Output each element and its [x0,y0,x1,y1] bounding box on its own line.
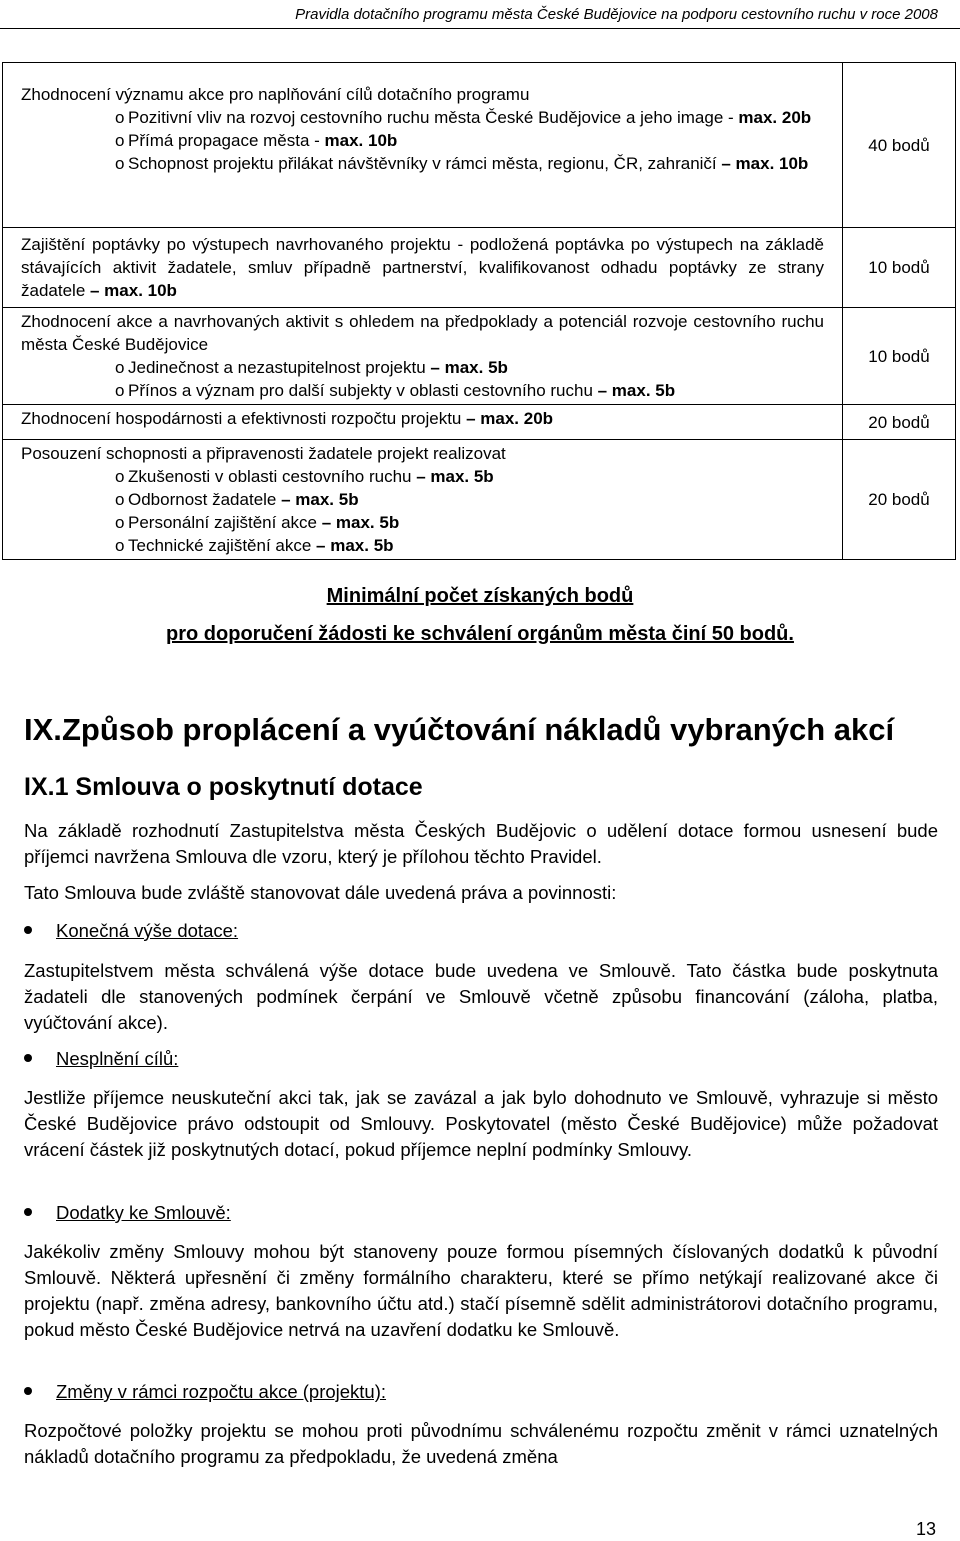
item-text: Schopnost projektu přilákat návštěvníky v rámci města, regionu, ČR, zahraničí [128,154,722,173]
criteria-item [21,511,824,534]
criteria-points: 10 bodů [843,228,956,308]
running-header: Pravidla dotačního programu města České Budějovice na podporu cestovního ruchu v roce 2008 [295,6,938,23]
criteria-row [3,308,956,405]
bullet-dot-icon [24,1208,32,1216]
criteria-row [3,440,956,560]
bullet-marker: o [115,154,125,173]
criteria-item [21,488,824,511]
criteria-row [3,405,956,440]
criteria-item [21,129,824,152]
header-rule [0,28,960,29]
paragraph: Jestliže příjemce neuskuteční akci tak, jak se zavázal a jak bylo dohodnuto ve Smlouvě, vyhrazuje si město České Budějovice právo odstoupit od Smlouvy. Poskytovatel (město České Budějovice) může požadovat vrácení částek již poskytnutých dotací, pokud příjemce neplní podmínky Smlouvy. [24,1087,938,1160]
section-number: IX. [24,712,62,747]
bullet-dot-icon [24,1054,32,1062]
bullet-marker: o [115,536,125,555]
criteria-points: 20 bodů [843,440,956,560]
criteria-title: Zhodnocení významu akce pro naplňování cílů dotačního programu [21,85,530,104]
criteria-row [3,63,956,228]
bullet-label: Konečná výše dotace: [56,920,239,941]
section-title: Způsob proplácení a vyúčtování nákladů vybraných akcí [62,712,895,747]
bullet-marker: o [115,467,125,486]
bullet-item [24,1048,178,1070]
criteria-item [21,534,824,557]
criteria-cell [3,63,843,228]
bullet-dot-icon [24,926,32,934]
item-max: – max. 5b [281,490,359,509]
summary-text: Minimální počet získaných bodů [326,585,634,607]
bullet-marker: o [115,108,125,127]
item-max: – max. 5b [321,513,400,532]
item-text: Pozitivní vliv na rozvoj cestovního ruchu města České Budějovice a jeho image - [128,108,739,127]
bullet-label: Dodatky ke Smlouvě: [56,1202,231,1223]
section-heading [24,712,894,748]
criteria-table [2,62,956,560]
item-text: Jedinečnost a nezastupitelnost projektu [128,358,431,377]
criteria-max: – max. 10b [90,281,177,300]
paragraph: Tato Smlouva bude zvláště stanovovat dále uvedená práva a povinnosti: [24,882,617,903]
bullet-marker: o [115,358,125,377]
criteria-item [21,152,824,175]
summary-text: pro doporučení žádosti ke schválení orgánům města činí 50 bodů. [166,623,794,645]
summary-line-2 [0,623,960,646]
criteria-cell [3,228,843,308]
bullet-dot-icon [24,1387,32,1395]
bullet-marker: o [115,490,125,509]
item-text: Technické zajištění akce [128,536,317,555]
paragraph: Na základě rozhodnutí Zastupitelstva města Českých Budějovic o udělení dotace formou usnesení bude příjemci navržena Smlouva dle vzoru, který je přílohou těchto Pravidel. [24,820,938,867]
item-max: – max. 5b [416,467,494,486]
item-max: – max. 5b [316,536,394,555]
item-max: max. 20b [738,108,812,127]
criteria-cell [3,405,843,440]
paragraph: Jakékoliv změny Smlouvy mohou být stanoveny pouze formou písemných číslovaných dodatků k původní Smlouvě. Některá upřesnění či změny formálního charakteru, které se přímo netýkají realizované akce či projektu (např. změna adresy, bankovního účtu atd.) stačí písemně sdělit administrátorovi dotačního programu, pokud město České Budějovice netrvá na uzavření dodatku ke Smlouvě. [24,1241,938,1340]
criteria-cell [3,308,843,405]
item-max: – max. 5b [430,358,508,377]
criteria-row [3,228,956,308]
paragraph: Rozpočtové položky projektu se mohou proti původnímu schválenému rozpočtu změnit v rámci uznatelných nákladů dotačního programu za předpokladu, že uvedená změna [24,1420,938,1467]
criteria-max: – max. 20b [466,409,554,428]
item-text: Přínos a význam pro další subjekty v oblasti cestovního ruchu [128,381,598,400]
item-max: – max. 10b [721,154,809,173]
item-text: Přímá propagace města - [128,131,325,150]
bullet-item [24,920,238,942]
criteria-points: 40 bodů [843,63,956,228]
bullet-label: Nesplnění cílů: [56,1048,179,1069]
criteria-title: Zajištění poptávky po výstupech navrhovaného projektu - podložená poptávka po výstupech na základě stávajících aktivit žadatele, smluv případně partnerství, kvalifikovanost odhadu poptávky ze strany žadatele [21,235,824,300]
subsection-heading: IX.1 Smlouva o poskytnutí dotace [24,773,423,801]
summary-line-1 [0,585,960,608]
criteria-item [21,465,824,488]
page-number: 13 [915,1519,936,1539]
criteria-item [21,379,824,402]
criteria-title: Posouzení schopnosti a připravenosti žadatele projekt realizovat [21,444,506,463]
paragraph: Zastupitelstvem města schválená výše dotace bude uvedena ve Smlouvě. Tato částka bude poskytnuta žadateli dle stanovených podmínek čerpání ve Smlouvě včetně způsobu financování (záloha, platba, vyúčtování akce). [24,960,938,1033]
criteria-cell [3,440,843,560]
item-text: Personální zajištění akce [128,513,322,532]
criteria-item [21,356,824,379]
bullet-marker: o [115,513,125,532]
item-max: – max. 5b [597,381,676,400]
item-max: max. 10b [324,131,398,150]
bullet-item [24,1381,386,1403]
item-text: Odbornost žadatele [128,490,282,509]
item-text: Zkušenosti v oblasti cestovního ruchu [128,467,417,486]
criteria-title: Zhodnocení hospodárnosti a efektivnosti rozpočtu projektu [21,409,467,428]
criteria-points: 10 bodů [843,308,956,405]
bullet-marker: o [115,381,125,400]
bullet-marker: o [115,131,125,150]
bullet-label: Změny v rámci rozpočtu akce (projektu): [56,1381,387,1402]
criteria-points: 20 bodů [843,405,956,440]
criteria-title: Zhodnocení akce a navrhovaných aktivit s ohledem na předpoklady a potenciál rozvoje cestovního ruchu města České Budějovice [21,312,824,354]
bullet-item [24,1202,231,1224]
criteria-item [21,106,824,129]
